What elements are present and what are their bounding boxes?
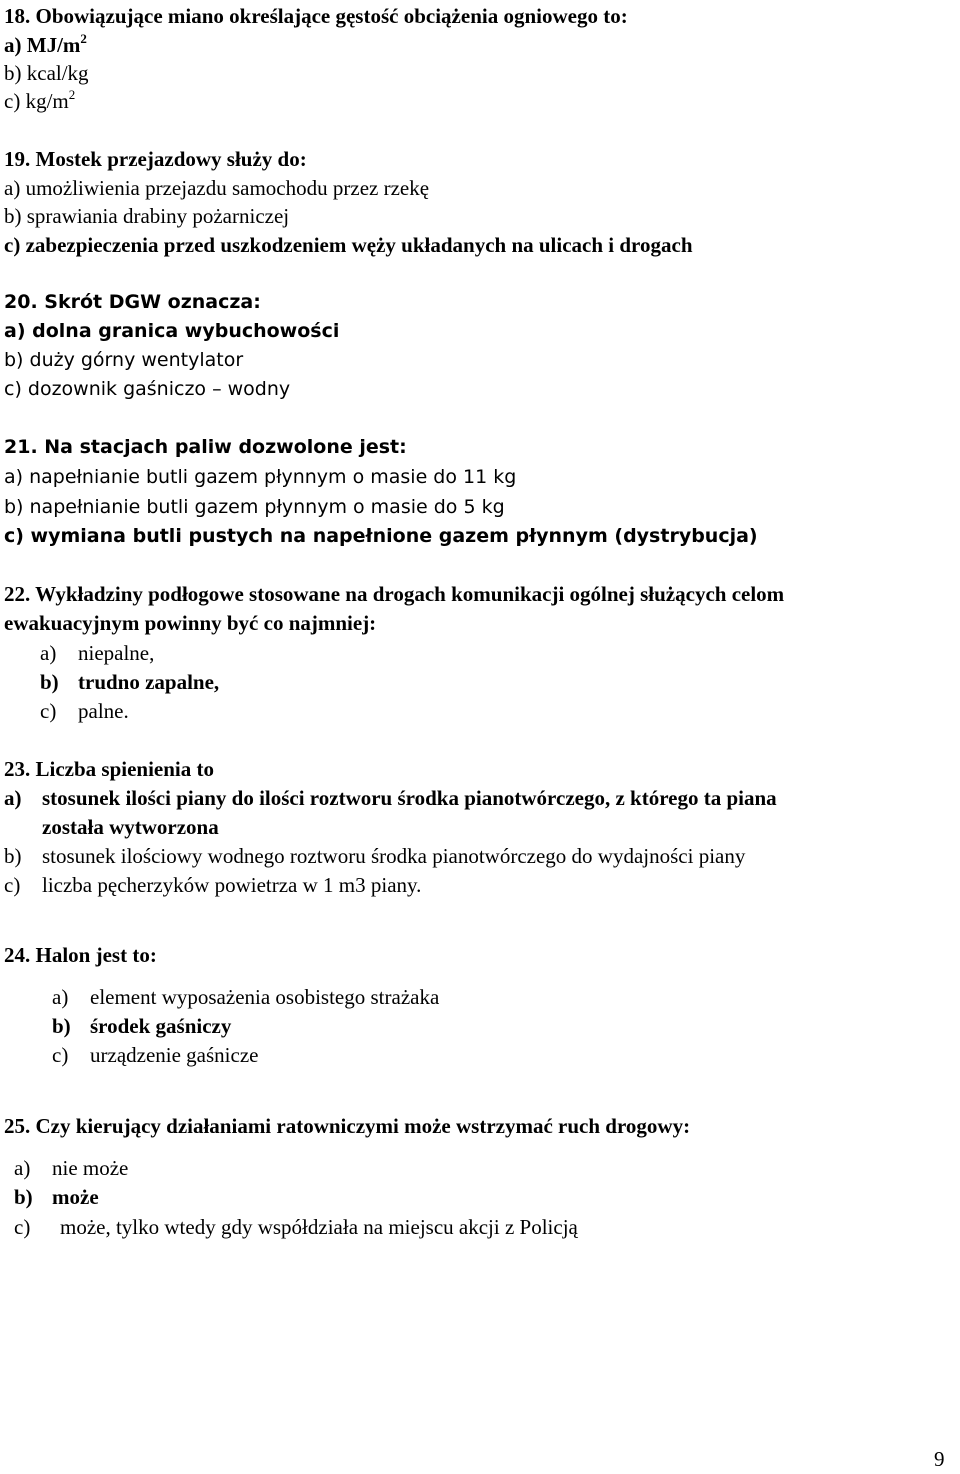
answer-23-c <box>4 872 421 898</box>
superscript: 2 <box>68 87 76 102</box>
question-22-line-2: ewakuacyjnym powinny być co najmniej: <box>4 611 377 635</box>
answer-22-c <box>40 698 129 724</box>
answer-text: stosunek ilościowy wodnego roztworu środka pianotwórczego do wydajności piany <box>42 844 746 868</box>
superscript: 2 <box>80 31 87 46</box>
answer-label: a) <box>40 641 57 665</box>
answer-label: a) <box>4 786 22 810</box>
answer-text: może <box>52 1185 99 1209</box>
answer-text: c) kg/m <box>4 89 69 113</box>
answer-19-a: a) umożliwienia przejazdu samochodu przez rzekę <box>4 176 430 200</box>
question-20: 20. Skrót DGW oznacza: <box>4 291 261 313</box>
answer-22-b <box>40 669 219 695</box>
answer-label: b) <box>40 670 59 694</box>
answer-label: c) <box>14 1215 31 1239</box>
answer-text: palne. <box>78 699 129 723</box>
answer-text: środek gaśniczy <box>90 1014 232 1038</box>
answer-text: niepalne, <box>78 641 155 665</box>
answer-text: stosunek ilości piany do ilości roztworu środka pianotwórczego, z którego ta piana <box>42 786 777 810</box>
question-25: 25. Czy kierujący działaniami ratowniczymi może wstrzymać ruch drogowy: <box>4 1114 691 1138</box>
answer-label: a) <box>52 985 69 1009</box>
answer-label: c) <box>40 699 57 723</box>
answer-label: b) <box>4 844 22 868</box>
answer-label: b) <box>52 1014 71 1038</box>
answer-20-a: a) dolna granica wybuchowości <box>4 320 340 342</box>
answer-21-a: a) napełnianie butli gazem płynnym o masie do 11 kg <box>4 466 517 488</box>
answer-text: liczba pęcherzyków powietrza w 1 m3 piany. <box>42 873 422 897</box>
answer-21-c: c) wymiana butli pustych na napełnione gazem płynnym (dystrybucja) <box>4 525 758 547</box>
answer-label: b) <box>14 1185 33 1209</box>
answer-21-b: b) napełnianie butli gazem płynnym o masie do 5 kg <box>4 496 505 518</box>
answer-18-b: b) kcal/kg <box>4 61 89 85</box>
answer-18-c <box>4 88 75 114</box>
answer-label: c) <box>4 873 21 897</box>
answer-text: trudno zapalne, <box>78 670 220 694</box>
answer-text: nie może <box>52 1156 129 1180</box>
answer-20-c: c) dozownik gaśniczo – wodny <box>4 378 291 400</box>
answer-23-a-cont: została wytworzona <box>42 815 219 839</box>
answer-19-b: b) sprawiania drabiny pożarniczej <box>4 204 290 228</box>
question-22-line-1: 22. Wykładziny podłogowe stosowane na drogach komunikacji ogólnej służących celom <box>4 582 785 606</box>
page-number: 9 <box>934 1447 945 1471</box>
answer-18-a <box>4 32 87 58</box>
answer-22-a <box>40 640 154 666</box>
answer-24-b <box>52 1013 231 1039</box>
answer-text: urządzenie gaśnicze <box>90 1043 259 1067</box>
question-18: 18. Obowiązujące miano określające gęstość obciążenia ogniowego to: <box>4 4 628 28</box>
answer-23-a <box>4 785 777 811</box>
answer-20-b: b) duży górny wentylator <box>4 349 244 371</box>
answer-text: element wyposażenia osobistego strażaka <box>90 985 440 1009</box>
question-24: 24. Halon jest to: <box>4 943 157 967</box>
answer-text: może, tylko wtedy gdy współdziała na miejscu akcji z Policją <box>60 1215 578 1239</box>
answer-label: a) <box>14 1156 31 1180</box>
answer-24-c <box>52 1042 258 1068</box>
answer-label: c) <box>52 1043 69 1067</box>
question-23: 23. Liczba spienienia to <box>4 757 215 781</box>
answer-25-c <box>14 1214 578 1240</box>
answer-19-c: c) zabezpieczenia przed uszkodzeniem węży układanych na ulicach i drogach <box>4 233 693 257</box>
question-19: 19. Mostek przejazdowy służy do: <box>4 147 307 171</box>
question-21: 21. Na stacjach paliw dozwolone jest: <box>4 436 407 458</box>
answer-25-a <box>14 1155 128 1181</box>
answer-23-b <box>4 843 745 869</box>
answer-25-b <box>14 1184 99 1210</box>
answer-text: a) MJ/m <box>4 33 81 57</box>
answer-24-a <box>52 984 439 1010</box>
